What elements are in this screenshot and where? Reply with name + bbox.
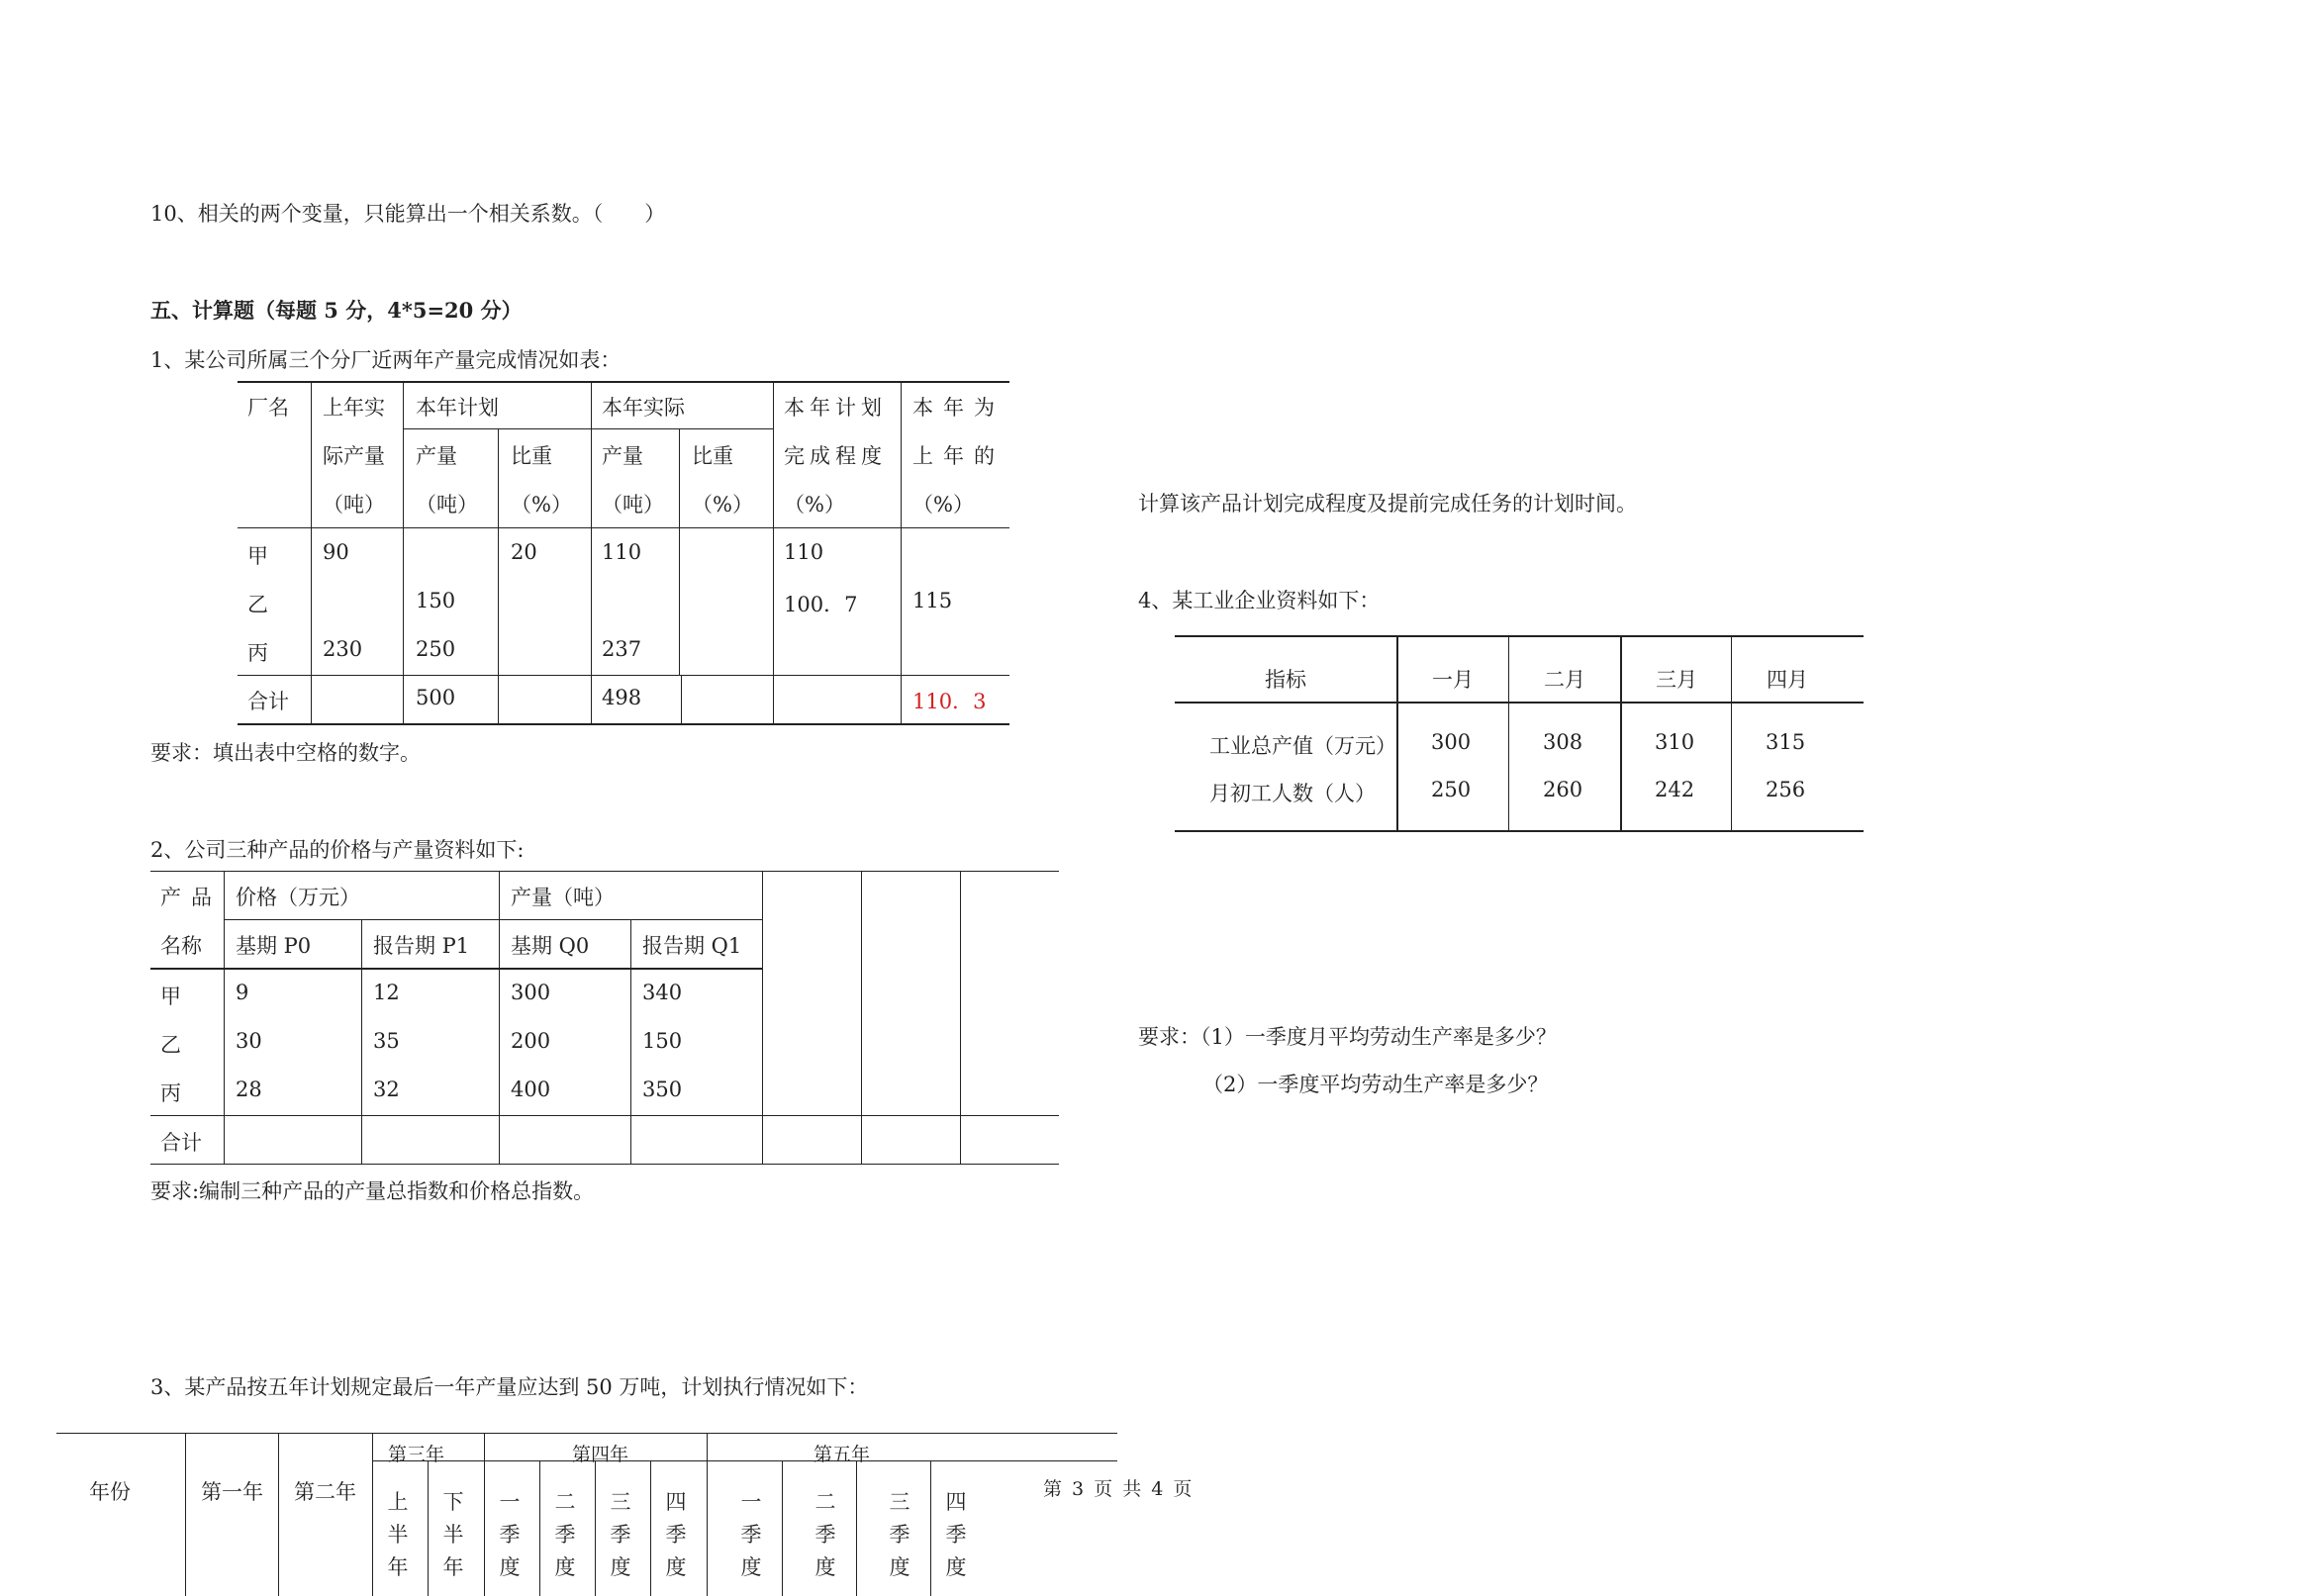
q4-r1-m1: 250 <box>1431 778 1472 801</box>
q2-r0-name: 甲 <box>160 985 181 1008</box>
q1-r2-act-out: 237 <box>602 637 642 661</box>
q1-h-plan-share: 比重 <box>511 444 552 468</box>
q2-h-price-report: 报告期 P1 <box>373 934 470 958</box>
q1-r2-last: 230 <box>323 637 363 661</box>
q1-h-plan-output-unit: （吨） <box>416 493 478 516</box>
q4-r0-m3: 310 <box>1655 730 1695 754</box>
q4-r1-m2: 260 <box>1543 778 1583 801</box>
q4-r1-label: 月初工人数（人） <box>1209 782 1376 805</box>
q1-h-factory: 厂名 <box>247 396 289 420</box>
q1-r0-name: 甲 <box>247 544 268 568</box>
q1-requirement: 要求：填出表中空格的数字。 <box>150 741 421 765</box>
q4-r0-m2: 308 <box>1543 730 1583 754</box>
q2-r1-q0: 200 <box>511 1029 551 1053</box>
q3-h-y4q3: 三 季 度 <box>610 1490 631 1579</box>
q3-h-y5q1: 一 季 度 <box>740 1490 762 1579</box>
q2-r2-p0: 28 <box>236 1078 262 1101</box>
q3-h-y4q4: 四 季 度 <box>665 1490 687 1579</box>
q3-h-y5q3: 三 季 度 <box>889 1490 910 1579</box>
q1-r0-act-out: 110 <box>602 540 642 564</box>
q2-r0-p1: 12 <box>373 981 400 1004</box>
page-footer: 第 3 页 共 4 页 <box>1043 1478 1195 1500</box>
q1-h-last-a: 上年实 <box>323 396 385 420</box>
q2-h-product-a: 产品 <box>160 886 222 909</box>
q2-r0-q0: 300 <box>511 981 551 1004</box>
q1-h-ratio-c: （%） <box>912 493 974 516</box>
q2-h-qty-base: 基期 Q0 <box>511 934 590 958</box>
q1-r1-completion: 100．7 <box>784 593 858 616</box>
q2-r1-name: 乙 <box>160 1033 181 1057</box>
section-title: 五、计算题（每题 5 分，4*5=20 分） <box>150 298 523 323</box>
q2-intro: 2、公司三种产品的价格与产量资料如下: <box>150 838 525 862</box>
q2-h-qty: 产量（吨） <box>511 886 615 909</box>
q1-total-plan-out: 500 <box>416 686 456 709</box>
q4-r1-m3: 242 <box>1655 778 1695 801</box>
q1-intro: 1、某公司所属三个分厂近两年产量完成情况如表： <box>150 348 622 372</box>
q4-r0-label: 工业总产值（万元） <box>1209 734 1396 758</box>
q1-h-actual-share: 比重 <box>692 444 733 468</box>
q2-h-qty-report: 报告期 Q1 <box>642 934 742 958</box>
q2-requirement: 要求:编制三种产品的产量总指数和价格总指数。 <box>150 1179 595 1203</box>
q4-requirement-1: 要求：（1）一季度月平均劳动生产率是多少？ <box>1138 1025 1557 1049</box>
q1-h-last-c: （吨） <box>323 493 385 516</box>
q1-h-completion-a: 本年计划 <box>784 396 887 420</box>
q2-total-label: 合计 <box>160 1131 202 1155</box>
q2-r0-q1: 340 <box>642 981 683 1004</box>
q1-h-actual-output: 产量 <box>602 444 643 468</box>
q2-h-price-base: 基期 P0 <box>236 934 312 958</box>
q2-h-product-b: 名称 <box>160 934 202 958</box>
q1-total-act-out: 498 <box>602 686 642 709</box>
q1-h-last-b: 际产量 <box>323 444 385 468</box>
q3-h-y5q4: 四 季 度 <box>945 1490 967 1579</box>
q1-h-completion-b: 完成程度 <box>784 444 887 468</box>
q2-r2-name: 丙 <box>160 1081 181 1105</box>
q2-h-price: 价格（万元） <box>236 886 360 909</box>
q4-h-m4: 四月 <box>1767 668 1808 692</box>
q3-requirement: 计算该产品计划完成程度及提前完成任务的计划时间。 <box>1138 492 1637 516</box>
q1-h-actual-share-unit: （%） <box>692 493 753 516</box>
q4-r1-m4: 256 <box>1766 778 1806 801</box>
q3-h-y5: 第五年 <box>814 1444 871 1465</box>
q1-h-plan: 本年计划 <box>416 396 499 420</box>
q3-h-y5q2: 二 季 度 <box>814 1490 836 1579</box>
q2-r2-q0: 400 <box>511 1078 551 1101</box>
q1-r0-plan-share: 20 <box>511 540 537 564</box>
q2-r1-p1: 35 <box>373 1029 400 1053</box>
q1-total-name: 合计 <box>247 690 289 713</box>
q3-h-y4: 第四年 <box>572 1444 629 1465</box>
q1-h-ratio-a: 本年为 <box>912 396 1005 420</box>
q4-requirement-2: （2）一季度平均劳动生产率是多少？ <box>1202 1073 1549 1096</box>
q3-h-y1: 第一年 <box>201 1480 263 1504</box>
q3-h-year: 年份 <box>89 1480 131 1504</box>
q1-h-plan-output: 产量 <box>416 444 457 468</box>
q1-r2-plan-out: 250 <box>416 637 456 661</box>
q1-r1-ratio: 115 <box>912 589 953 612</box>
q1-r0-completion: 110 <box>784 540 824 564</box>
q1-r1-plan-out: 150 <box>416 589 456 612</box>
q1-total-ratio: 110．3 <box>912 690 987 713</box>
q1-r0-last: 90 <box>323 540 349 564</box>
q4-r0-m1: 300 <box>1431 730 1472 754</box>
q3-h-half1: 上 半 年 <box>387 1490 409 1579</box>
q2-r0-p0: 9 <box>236 981 249 1004</box>
question-10: 10、相关的两个变量，只能算出一个相关系数。（ ） <box>150 202 666 226</box>
q2-r1-p0: 30 <box>236 1029 262 1053</box>
q1-h-completion-c: （%） <box>784 493 845 516</box>
q2-r1-q1: 150 <box>642 1029 683 1053</box>
q1-h-ratio-b: 上年的 <box>912 444 1005 468</box>
q3-h-half2: 下 半 年 <box>442 1490 464 1579</box>
q4-h-m1: 一月 <box>1432 668 1474 692</box>
q3-h-y2: 第二年 <box>294 1480 356 1504</box>
q1-r2-name: 丙 <box>247 641 268 665</box>
q4-h-indicator: 指标 <box>1265 668 1306 692</box>
q4-h-m3: 三月 <box>1656 668 1697 692</box>
q3-h-y3: 第三年 <box>388 1444 445 1465</box>
q3-intro: 3、某产品按五年计划规定最后一年产量应达到 50 万吨，计划执行情况如下： <box>150 1375 869 1399</box>
q4-r0-m4: 315 <box>1766 730 1806 754</box>
q3-h-y4q1: 一 季 度 <box>499 1490 521 1579</box>
q4-h-m2: 二月 <box>1544 668 1585 692</box>
q2-r2-p1: 32 <box>373 1078 400 1101</box>
q4-intro: 4、某工业企业资料如下： <box>1138 589 1381 612</box>
q2-r2-q1: 350 <box>642 1078 683 1101</box>
q1-r1-name: 乙 <box>247 593 268 616</box>
q3-h-y4q2: 二 季 度 <box>554 1490 576 1579</box>
q1-h-actual-output-unit: （吨） <box>602 493 664 516</box>
q1-h-actual: 本年实际 <box>602 396 685 420</box>
q1-h-plan-share-unit: （%） <box>511 493 572 516</box>
